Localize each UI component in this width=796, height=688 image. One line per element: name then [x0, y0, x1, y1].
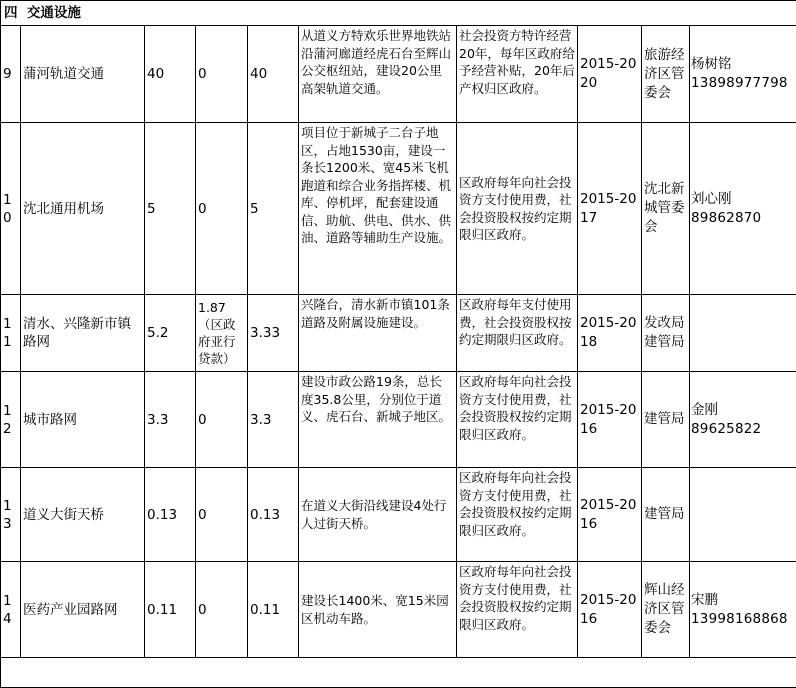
project-name: 道义大街天桥	[21, 468, 145, 562]
row-number: 14	[1, 562, 21, 658]
project-name: 沈北通用机场	[21, 123, 145, 295]
project-description: 项目位于新城子二台子地区，占地1530亩，建设一条长1200米、宽45米飞机跑道和综合业务指挥楼、机库、停机坪，配套建设通信、助航、供电、供水、供油、道路等辅助生产设施。	[299, 123, 457, 295]
cooperation-mode: 区政府每年向社会投资方支付使用费，社会投资股权按约定期限归区政府。	[457, 468, 578, 562]
cooperation-mode: 区政府每年支付使用费，社会投资股权按约定期限归区政府。	[457, 295, 578, 372]
gov-loan: 0	[196, 372, 248, 468]
total-investment: 5	[145, 123, 196, 295]
contact-name: 金刚	[691, 402, 718, 418]
project-description: 兴隆台，清水新市镇101条道路及附属设施建设。	[299, 295, 457, 372]
table-row-partial	[1, 658, 796, 688]
table-row	[1, 468, 796, 562]
project-description: 在道义大街沿线建设4处行人过街天桥。	[299, 468, 457, 562]
total-investment: 0.13	[145, 468, 196, 562]
table-row	[1, 26, 796, 123]
responsible-unit: 沈北新城管委会	[642, 123, 690, 295]
contact-cell	[690, 372, 796, 468]
total-investment: 40	[145, 26, 196, 123]
section-title: 交通设施	[27, 5, 81, 21]
total-investment: 3.3	[145, 372, 196, 468]
table-row	[1, 123, 796, 295]
section-number: 四	[4, 5, 18, 21]
total-investment: 0.11	[145, 562, 196, 658]
construction-period: 2015-2017	[578, 123, 642, 295]
contact-phone: 89862870	[691, 210, 761, 226]
contact-cell	[690, 468, 796, 562]
table-row	[1, 295, 796, 372]
table-row	[1, 562, 796, 658]
cooperation-mode: 社会投资方特许经营20年，每年区政府给予经营补贴，20年后产权归区政府。	[457, 26, 578, 123]
project-description: 建设市政公路19条，总长度35.8公里，分别位于道义、虎石台、新城子地区。	[299, 372, 457, 468]
next-row-cell	[1, 658, 796, 688]
project-name: 医药产业园路网	[21, 562, 145, 658]
contact-name: 杨树铭	[691, 56, 732, 72]
construction-period: 2015-2018	[578, 295, 642, 372]
gov-loan: 0	[196, 562, 248, 658]
section-header-cell	[1, 1, 796, 26]
contact-phone: 89625822	[691, 421, 761, 437]
row-number: 11	[1, 295, 21, 372]
contact-phone: 13998168868	[691, 611, 788, 627]
project-name: 清水、兴隆新市镇路网	[21, 295, 145, 372]
responsible-unit: 建管局	[642, 372, 690, 468]
contact-cell	[690, 26, 796, 123]
responsible-unit: 辉山经济区管委会	[642, 562, 690, 658]
responsible-unit: 发改局建管局	[642, 295, 690, 372]
cooperation-mode: 区政府每年向社会投资方支付使用费，社会投资股权按约定期限归区政府。	[457, 372, 578, 468]
row-number: 13	[1, 468, 21, 562]
project-name: 城市路网	[21, 372, 145, 468]
row-number: 10	[1, 123, 21, 295]
construction-period: 2015-2020	[578, 26, 642, 123]
contact-cell	[690, 123, 796, 295]
cooperation-mode: 区政府每年向社会投资方支付使用费，社会投资股权按约定期限归区政府。	[457, 123, 578, 295]
row-number: 9	[1, 26, 21, 123]
social-investment: 0.13	[248, 468, 299, 562]
project-description: 建设长1400米、宽15米园区机动车路。	[299, 562, 457, 658]
gov-loan: 0	[196, 123, 248, 295]
project-description: 从道义方特欢乐世界地铁站沿蒲河廊道经虎石台至辉山公交枢纽站，建设20公里高架轨道交通。	[299, 26, 457, 123]
construction-period: 2015-2016	[578, 562, 642, 658]
social-investment: 3.3	[248, 372, 299, 468]
total-investment: 5.2	[145, 295, 196, 372]
construction-period: 2015-2016	[578, 468, 642, 562]
gov-loan: 0	[196, 468, 248, 562]
cooperation-mode: 区政府每年向社会投资方支付使用费，社会投资股权按约定期限归区政府。	[457, 562, 578, 658]
row-number: 12	[1, 372, 21, 468]
contact-phone: 13898977798	[691, 75, 788, 91]
gov-loan: 0	[196, 26, 248, 123]
section-header-row	[1, 1, 796, 26]
table-row	[1, 372, 796, 468]
social-investment: 3.33	[248, 295, 299, 372]
contact-name: 刘心刚	[691, 191, 732, 207]
responsible-unit: 建管局	[642, 468, 690, 562]
gov-loan: 1.87（区政府亚行贷款）	[196, 295, 248, 372]
contact-name: 宋鹏	[691, 592, 718, 608]
contact-cell	[690, 295, 796, 372]
social-investment: 40	[248, 26, 299, 123]
responsible-unit: 旅游经济区管委会	[642, 26, 690, 123]
contact-cell	[690, 562, 796, 658]
construction-period: 2015-2016	[578, 372, 642, 468]
social-investment: 0.11	[248, 562, 299, 658]
social-investment: 5	[248, 123, 299, 295]
project-name: 蒲河轨道交通	[21, 26, 145, 123]
